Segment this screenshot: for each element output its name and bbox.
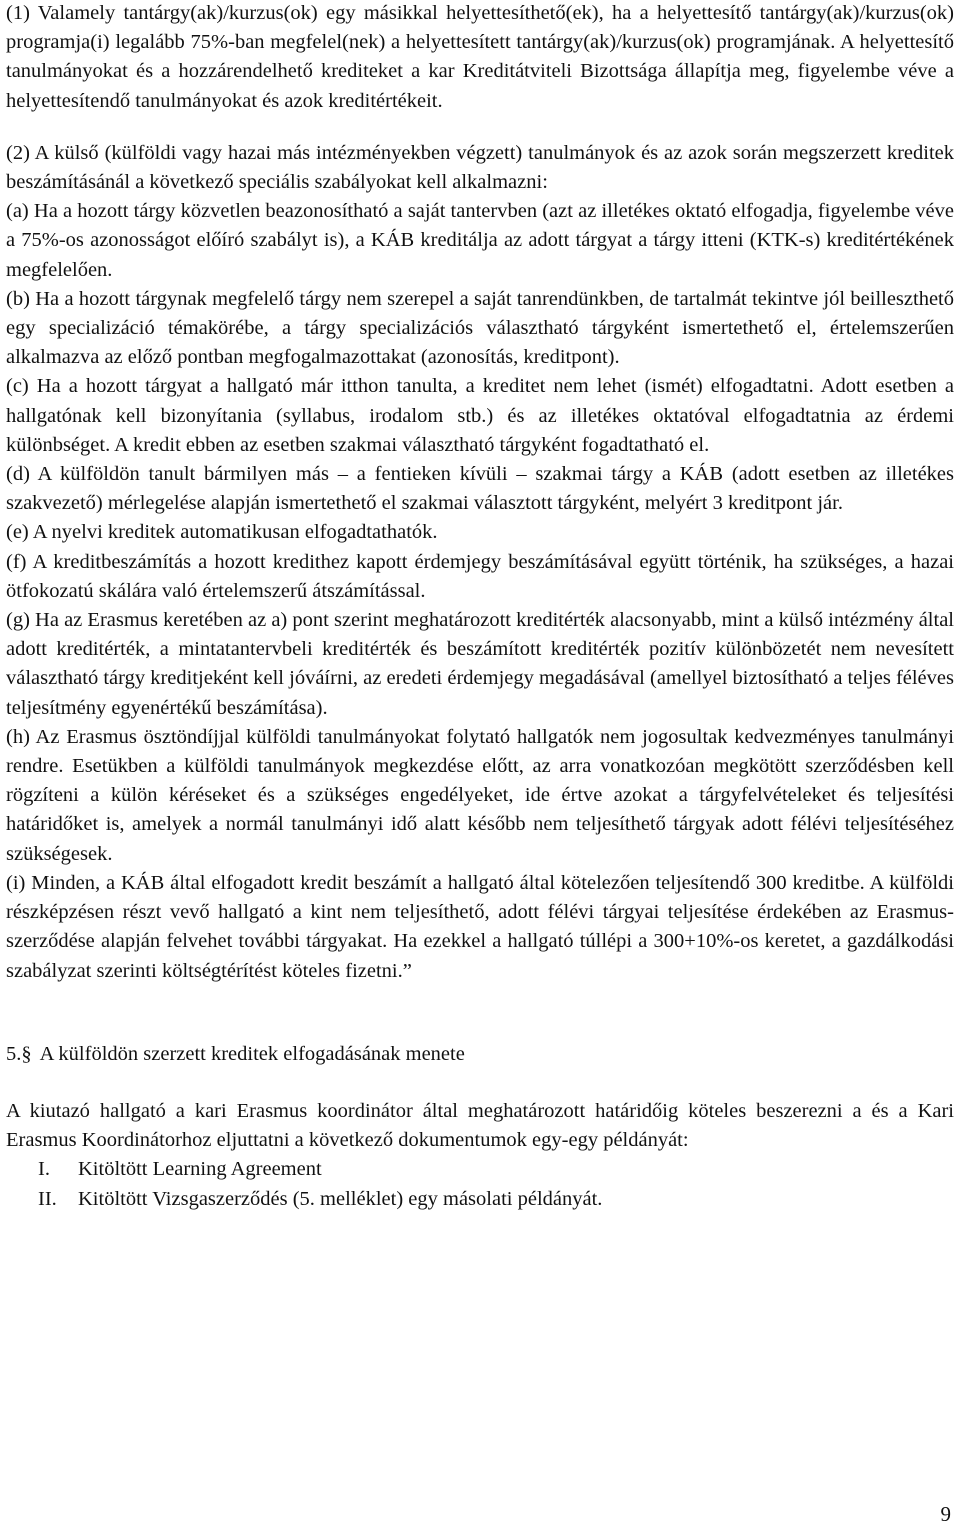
list-item [6,1155,954,1184]
rule-h: (h) Az Erasmus ösztöndíjjal külföldi tanulmányokat folytató hallgatók nem jogosultak kedvezményes tanulmányi rendre. Esetükben a külföldi tanulmányok megkezdése előtt, az arra vonatkozóan megkötött szerződésben kell rögzíteni a külön kéréseket és a szükséges engedélyeket, ide értve azokat a tárgyfelvételeket és teljesítési határidőket is, amelyek a normál tanulmányi idő alatt később nem teljesíthető tárgyak adott félévi teljesítéséhez szükségesek. [6,725,954,865]
document-page [6,0,954,1214]
list-item-text: Kitöltött Vizsgaszerződés (5. melléklet) egy másolati példányát. [78,1187,603,1210]
rule-a: (a) Ha a hozott tárgy közvetlen beazonosítható a saját tantervben (azt az illetékes oktató elfogadja, figyelembe véve a 75%-os azonosságot előíró szabályt is), a KÁB kreditálja az adott tárgyat a tárgy itteni (KTK-s) kreditértékének megfelelően. [6,200,954,281]
section-5-number: 5.§ [6,1042,32,1065]
list-item-text: Kitöltött Learning Agreement [78,1158,322,1181]
rule-g: (g) Ha az Erasmus keretében az a) pont szerint meghatározott kreditérték alacsonyabb, mint a külső intézmény által adott kreditérték, a mintatantervbeli kreditérték és beszámított kreditérték pozitív különbözetét nem nevesített választható tárgy kreditjeként kell jóváírni, az eredeti érdemjegy megadásával (amellyel biztosítható a teljes féléves teljesítmény egyenértékű beszámítása). [6,609,954,719]
section-5-title: A külföldön szerzett kreditek elfogadásának menete [39,1042,465,1065]
rule-d: (d) A külföldön tanult bármilyen más – a fentieken kívüli – szakmai tárgy a KÁB (adott esetben az illetékes szakvezető) mérlegelése alapján ismertethető el szakmai választott tárgyként, melyért 3 kreditpont jár. [6,463,954,515]
paragraph-1: (1) Valamely tantárgy(ak)/kurzus(ok) egy másikkal helyettesíthető(ek), ha a helyettesítő tantárgy(ak)/kurzus(ok) programja(i) legalább 75%-ban megfelel(nek) a helyettesített tantárgy(ak)/kurzus(ok) programjának. A helyettesítő tanulmányokat és a hozzárendelhető krediteket a kar Kreditátviteli Bizottsága állapítja meg, figyelembe véve a helyettesítendő tanulmányokat és azok kreditértékeit. [6,2,954,112]
section-2-intro: (2) A külső (külföldi vagy hazai más intézményekben végzett) tanulmányok és az azok során megszerzett kreditek beszámításánál a következő speciális szabályokat kell alkalmazni: [6,141,954,194]
list-item [6,1185,954,1214]
rule-f: (f) A kreditbeszámítás a hozott kredithez kapott érdemjegy beszámításával együtt történik, ha szükséges, a hazai ötfokozatú skálára való értelemszerű átszámítással. [6,550,954,602]
document-list [6,1155,954,1213]
page-number: 9 [940,1502,951,1526]
section-2-rules [6,139,954,986]
rule-b: (b) Ha a hozott tárgynak megfelelő tárgy nem szerepel a saját tanrendünkben, de tartalmát tekintve jól beilleszthető egy specializáció témakörébe, a tárgy specializációs választható tárgyként ismertethető el, értelemszerűen alkalmazva az előző pontban megfogalmazottakat (azonosítás, kreditpont). [6,287,954,369]
section-5-heading [6,1040,954,1069]
rule-c: (c) Ha a hozott tárgyat a hallgató már itthon tanulta, a kreditet nem lehet (ismét) elfogadtatni. Adott esetben a hallgatónak kell bizonyítania (syllabus, irodalom stb.) és az illetékes oktatóval elfogadtatnia az érdemi különbséget. A kredit ebben az esetben szakmai választható tárgyként fogadtatható el. [6,375,954,456]
list-marker: I. [38,1158,50,1181]
rule-i: (i) Minden, a KÁB által elfogadott kredit beszámít a hallgató által kötelezően teljesítendő 300 kreditbe. A külföldi részképzésen részt vevő hallgató a kint nem teljesíthető, adott félévi tárgyai teljesítése érdekében az Erasmus-szerződése alapján felvehet további tárgyakat. Ha ezekkel a hallgató túllépi a 300+10%-os keretet, a gazdálkodási szabályzat szerinti költségtérítést köteles fizetni.” [6,871,954,982]
rule-e: (e) A nyelvi kreditek automatikusan elfogadtathatók. [6,521,438,544]
list-marker: II. [38,1187,57,1210]
section-5-intro: A kiutazó hallgató a kari Erasmus koordinátor által meghatározott határidőig köteles beszerezni a és a Kari Erasmus Koordinátorhoz eljuttatni a következő dokumentumok egy-egy példányát: [6,1099,954,1152]
